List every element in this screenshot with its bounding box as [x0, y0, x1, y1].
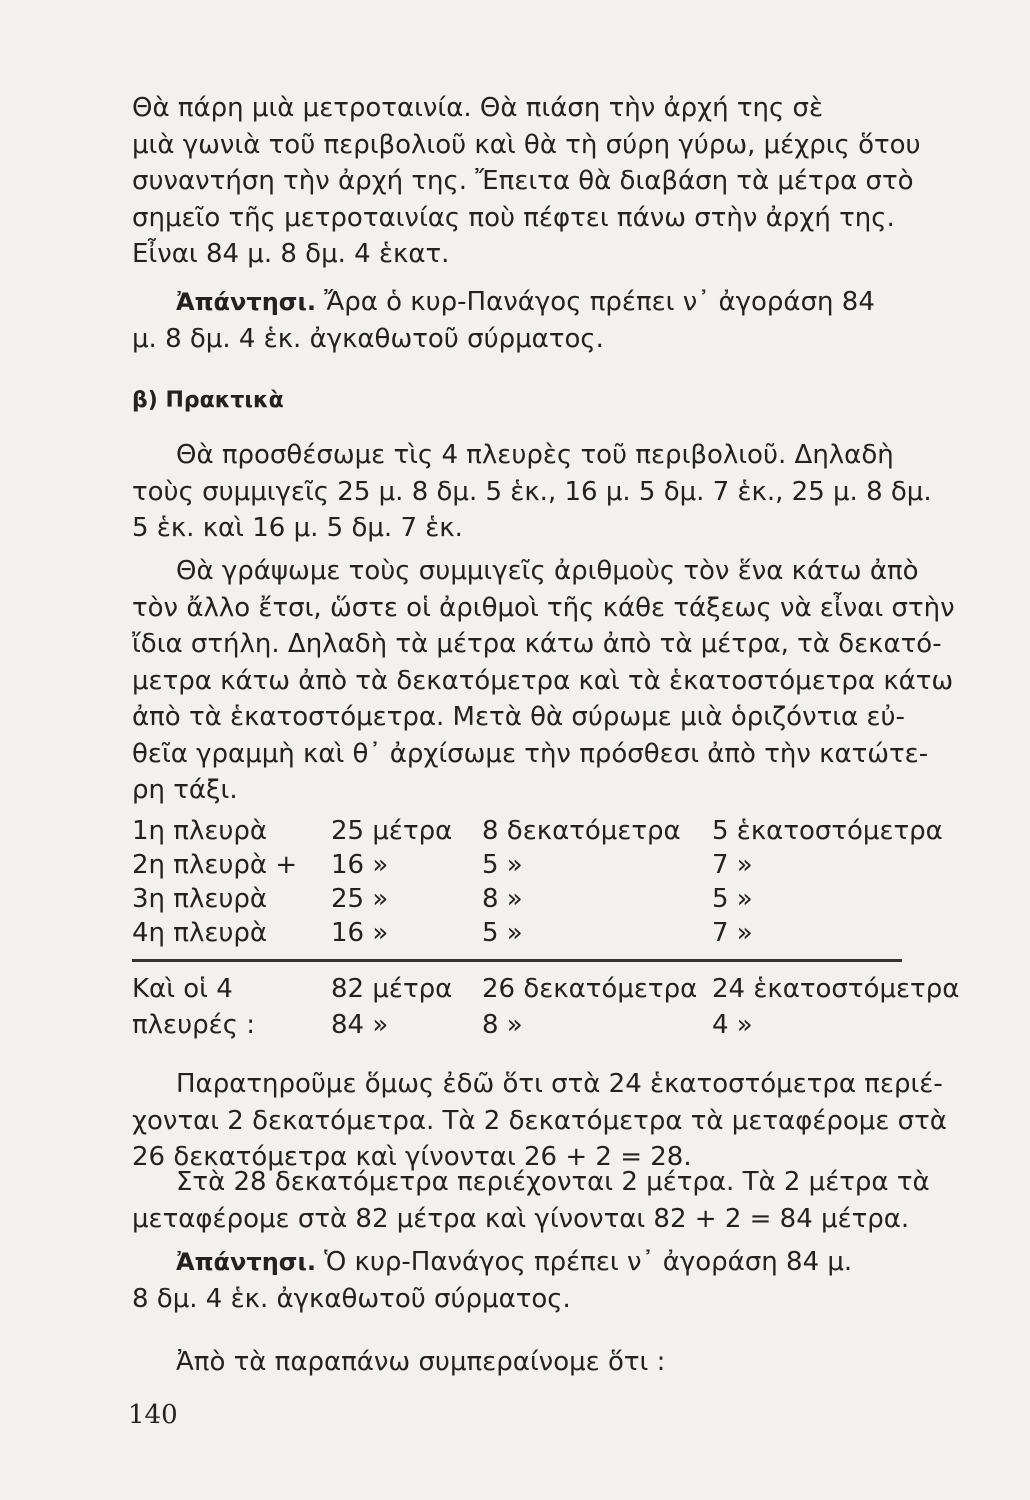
- text-line: μετρα κάτω ἀπὸ τὰ δεκατόμετρα καὶ τὰ ἑκατοστόμετρα κάτω: [132, 665, 954, 696]
- text-line: Ἀπὸ τὰ παραπάνω συμπεραίνομε ὅτι :: [176, 1347, 666, 1377]
- page-number: 140: [128, 1400, 178, 1430]
- text-line: 5 ἑκ. καὶ 16 μ. 5 δμ. 7 ἑκ.: [132, 513, 463, 543]
- text-line: 26 δεκατόμετρα καὶ γίνονται 26 + 2 = 28.: [132, 1142, 692, 1172]
- paragraph-conclusion: [132, 1344, 952, 1381]
- text-line: τὸν ἄλλο ἔτσι, ὥστε οἱ ἀριθμοὶ τῆς κάθε τάξεως νὰ εἶναι στὴν: [132, 592, 955, 623]
- table-cell: 7 »: [712, 850, 753, 880]
- table-cell: 24 ἑκατοστόμετρα: [712, 974, 960, 1004]
- table-cell: 4 »: [712, 1010, 753, 1040]
- paragraph-column-method: [132, 553, 955, 809]
- text-line: μ. 8 δμ. 4 ἑκ. ἀγκαθωτοῦ σύρματος.: [132, 323, 604, 354]
- table-cell: 8 δεκατόμετρα: [482, 816, 681, 846]
- text-line: μιὰ γωνιὰ τοῦ περιβολιοῦ καὶ θὰ τὴ σύρη γύρω, μέχρις ὅτου: [132, 129, 921, 160]
- table-row: [132, 916, 962, 950]
- text-line: Θὰ πάρη μιὰ μετροταινία. Θὰ πιάση τὴν ἀρχή της σὲ: [132, 93, 824, 123]
- table-cell: πλευρές :: [132, 1010, 255, 1040]
- text-line: Εἶναι 84 μ. 8 δμ. 4 ἑκατ.: [132, 239, 450, 269]
- text-line: μεταφέρομε στὰ 82 μέτρα καὶ γίνονται 82 + 2 = 84 μέτρα.: [132, 1203, 910, 1234]
- table-row: [132, 848, 962, 882]
- table-cell: 3η πλευρὰ: [132, 884, 268, 914]
- section-heading: β) Πρακτικὰ: [132, 388, 284, 413]
- text-line: Ὁ κυρ-Πανάγος πρέπει ν᾽ ἀγοράση 84 μ.: [315, 1247, 853, 1277]
- answer-paragraph-2: [132, 1244, 952, 1317]
- total-row: [132, 1008, 962, 1042]
- paragraph-carry-decimeters: [132, 1066, 952, 1176]
- paragraph-carry-meters: [132, 1164, 952, 1237]
- table-cell: 4η πλευρὰ: [132, 918, 268, 948]
- table-cell: Καὶ οἱ 4: [132, 974, 233, 1004]
- table-row: [132, 814, 962, 848]
- text-line: ἀπὸ τὰ ἑκατοστόμετρα. Μετὰ θὰ σύρωμε μιὰ ὁριζόντια εὐ-: [132, 702, 905, 732]
- table-cell: 25 »: [331, 884, 389, 914]
- table-cell: 5 »: [712, 884, 753, 914]
- text-line: Στὰ 28 δεκατόμετρα περιέχονται 2 μέτρα. Τὰ 2 μέτρα τὰ: [176, 1167, 930, 1197]
- table-cell: 25 μέτρα: [331, 816, 453, 846]
- text-line: Ἄρα ὁ κυρ-Πανάγος πρέπει ν᾽ ἀγοράση 84: [315, 287, 875, 317]
- answer-label: Ἀπάντησι.: [176, 1248, 316, 1276]
- answer-paragraph-1: [132, 284, 952, 357]
- text-line: Θὰ προσθέσωμε τὶς 4 πλευρὲς τοῦ περιβολιοῦ. Δηλαδὴ: [176, 440, 894, 470]
- table-cell: 16 »: [331, 850, 389, 880]
- sum-line: [132, 959, 902, 962]
- table-cell: 84 »: [331, 1010, 389, 1040]
- table-cell: 7 »: [712, 918, 753, 948]
- text-line: Θὰ γράψωμε τοὺς συμμιγεῖς ἀριθμοὺς τὸν ἕνα κάτω ἀπὸ: [176, 556, 919, 586]
- table-cell: 8 »: [482, 884, 523, 914]
- text-line: ἴδια στήλη. Δηλαδὴ τὰ μέτρα κάτω ἀπὸ τὰ μέτρα, τὰ δεκατό-: [132, 629, 942, 659]
- table-cell: 82 μέτρα: [331, 974, 453, 1004]
- table-cell: 26 δεκατόμετρα: [482, 974, 698, 1004]
- text-line: σημεῖο τῆς μετροταινίας ποὺ πέφτει πάνω στὴν ἀρχή της.: [132, 202, 895, 233]
- table-cell: 8 »: [482, 1010, 523, 1040]
- table-cell: 1η πλευρὰ: [132, 816, 268, 846]
- table-cell: 5 »: [482, 850, 523, 880]
- table-cell: 16 »: [331, 918, 389, 948]
- text-line: θεῖα γραμμὴ καὶ θ᾽ ἀρχίσωμε τὴν πρόσθεσι ἀπὸ τὴν κατώτε-: [132, 738, 929, 769]
- table-cell: 2η πλευρὰ +: [132, 850, 298, 880]
- text-line: 8 δμ. 4 ἑκ. ἀγκαθωτοῦ σύρματος.: [132, 1283, 571, 1314]
- text-line: Παρατηροῦμε ὅμως ἐδῶ ὅτι στὰ 24 ἑκατοστόμετρα περιέ-: [176, 1069, 943, 1099]
- table-cell: 5 ἑκατοστόμετρα: [712, 816, 943, 846]
- paragraph-measuring-tape: [132, 90, 952, 273]
- text-line: τοὺς συμμιγεῖς 25 μ. 8 δμ. 5 ἑκ., 16 μ. 5 δμ. 7 ἑκ., 25 μ. 8 δμ.: [132, 476, 932, 507]
- answer-label: Ἀπάντησι.: [176, 288, 316, 316]
- paragraph-add-sides: [132, 437, 952, 547]
- text-line: συναντήση τὴν ἀρχή της. Ἔπειτα θὰ διαβάση τὰ μέτρα στὸ: [132, 166, 914, 196]
- text-line: χονται 2 δεκατόμετρα. Τὰ 2 δεκατόμετρα τὰ μεταφέρομε στὰ: [132, 1105, 947, 1136]
- total-row: [132, 972, 962, 1006]
- table-row: [132, 882, 962, 916]
- text-line: ρη τάξι.: [132, 775, 238, 805]
- table-cell: 5 »: [482, 918, 523, 948]
